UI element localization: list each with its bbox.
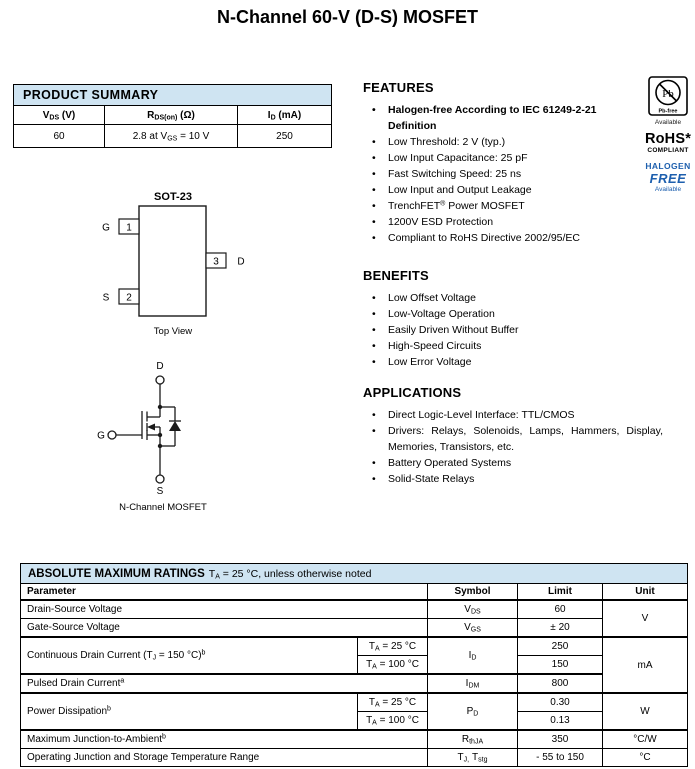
product-summary-value-row	[14, 125, 332, 148]
condition-cell: $T_A = 25$ °C	[358, 637, 428, 656]
gate-terminal-circle	[108, 431, 116, 439]
col-header-id: $I_D$ (mA)	[238, 106, 332, 125]
param-cell: Drain-Source Voltage	[21, 600, 428, 619]
product-summary-header-row	[14, 106, 332, 125]
table-row	[21, 693, 688, 712]
table-row	[21, 600, 688, 619]
value-rds: 2.8 at $V_{GS} = 10$ V	[105, 125, 238, 148]
table-row	[21, 619, 688, 638]
list-item: • High-Speed Circuits	[363, 338, 633, 354]
list-item: • Easily Driven Without Buffer	[363, 322, 633, 338]
features-section	[363, 80, 633, 246]
limit-cell: 150	[518, 656, 603, 675]
junction-dot	[158, 433, 162, 437]
body-diode	[169, 421, 181, 431]
param-cell: Gate-Source Voltage	[21, 619, 428, 638]
col-header-unit: Unit	[603, 584, 688, 601]
table-row	[21, 749, 688, 767]
list-item: • Battery Operated Systems	[363, 455, 663, 471]
param-cell: Maximum Junction-to-Ambient$^b$	[21, 730, 428, 749]
package-body	[139, 206, 206, 316]
symbol-cell: $I_{DM}$	[428, 674, 518, 693]
symbol-cell: $P_D$	[428, 693, 518, 730]
pb-free-icon	[648, 76, 688, 116]
limit-cell: 60	[518, 600, 603, 619]
pin-1-number: 1	[126, 222, 132, 234]
symbol-cell: $R_{thJA}$	[428, 730, 518, 749]
applications-section	[363, 385, 663, 487]
condition-cell: $T_A = 25$ °C	[358, 693, 428, 712]
limit-cell: 350	[518, 730, 603, 749]
pin-2-label: S	[102, 292, 110, 304]
body-arrow	[147, 424, 155, 431]
top-view-caption: Top View	[153, 326, 193, 337]
list-item: • Low-Voltage Operation	[363, 306, 633, 322]
col-header-rds: $R_{DS(on)}$ (Ω)	[105, 106, 238, 125]
unit-cell: W	[603, 693, 688, 730]
junction-dot	[158, 405, 162, 409]
limit-cell: 800	[518, 674, 603, 693]
abs-max-ratings-table	[20, 563, 688, 767]
param-cell: Continuous Drain Current ($T_J = 150$ °C)$^b$	[21, 637, 358, 674]
pb-free-availability: Available	[654, 119, 682, 126]
param-cell: Power Dissipation$^b$	[21, 693, 358, 730]
unit-cell: °C	[603, 749, 688, 767]
col-header-vds: $V_{DS}$ (V)	[14, 106, 105, 125]
package-diagram-sot23	[95, 186, 260, 342]
list-item: • 1200V ESD Protection	[363, 214, 633, 230]
gate-label: G	[97, 430, 105, 442]
list-item: • Solid-State Relays	[363, 471, 663, 487]
list-item: • Low Input Capacitance: 25 pF	[363, 150, 633, 166]
svg-text:Pb-free: Pb-free	[658, 108, 678, 115]
table-row	[21, 674, 688, 693]
junction-dot	[158, 444, 162, 448]
param-cell: Operating Junction and Storage Temperature Range	[21, 749, 428, 767]
list-item: • Low Error Voltage	[363, 354, 633, 370]
limit-cell: 0.30	[518, 693, 603, 712]
mosfet-symbol-fills	[147, 405, 181, 448]
mosfet-caption: N-Channel MOSFET	[119, 502, 207, 513]
list-item: • TrenchFET® Power MOSFET	[363, 198, 633, 214]
drain-label: D	[156, 361, 164, 372]
benefits-list	[363, 290, 633, 370]
mosfet-symbol-diagram	[95, 353, 260, 515]
symbol-cell: $V_{GS}$	[428, 619, 518, 638]
svg-text:Pb: Pb	[662, 88, 674, 100]
symbol-cell: $T_{J,}$ $T_{stg}$	[428, 749, 518, 767]
condition-cell: $T_A = 100$ °C	[358, 712, 428, 731]
value-id: 250	[238, 125, 332, 148]
limit-cell: - 55 to 150	[518, 749, 603, 767]
benefits-section	[363, 268, 633, 370]
applications-heading: APPLICATIONS	[363, 385, 462, 400]
limit-cell: 250	[518, 637, 603, 656]
limit-cell: 0.13	[518, 712, 603, 731]
symbol-cell: $V_{DS}$	[428, 600, 518, 619]
value-vds: 60	[14, 125, 105, 148]
param-cell: Pulsed Drain Current$^a$	[21, 674, 428, 693]
rohs-badge: RoHS*	[644, 131, 692, 147]
unit-cell: V	[603, 600, 688, 637]
features-list	[363, 102, 633, 246]
col-header-symbol: Symbol	[428, 584, 518, 601]
drain-terminal-circle	[156, 376, 164, 384]
source-label: S	[156, 486, 164, 497]
pin-3-number: 3	[213, 256, 219, 268]
pin-1-label: G	[102, 222, 110, 234]
benefits-heading: BENEFITS	[363, 268, 429, 283]
page-title: N-Channel 60-V (D-S) MOSFET	[216, 7, 478, 27]
table-row	[21, 637, 688, 656]
applications-list	[363, 407, 663, 487]
halogen-availability: Available	[654, 186, 682, 193]
compliance-badges	[636, 76, 695, 193]
source-terminal-circle	[156, 475, 164, 483]
rohs-compliant-label: COMPLIANT	[647, 147, 689, 154]
halogen-free-label: FREE	[649, 171, 687, 186]
col-header-parameter: Parameter	[21, 584, 428, 601]
product-summary-title: PRODUCT SUMMARY	[14, 85, 332, 106]
ratings-title-bar: ABSOLUTE MAXIMUM RATINGS $T_A = 25$ °C, unless otherwise noted	[21, 564, 688, 584]
list-item: • Halogen-free According to IEC 61249-2-21 Definition	[363, 102, 633, 134]
list-item: • Low Offset Voltage	[363, 290, 633, 306]
col-header-limit: Limit	[518, 584, 603, 601]
list-item: • Drivers: Relays, Solenoids, Lamps, Hammers, Display, Memories, Transistors, etc.	[363, 423, 663, 455]
ratings-header-row	[21, 584, 688, 601]
limit-cell: ± 20	[518, 619, 603, 638]
condition-cell: $T_A = 100$ °C	[358, 656, 428, 675]
product-summary-table	[13, 84, 332, 148]
unit-cell: mA	[603, 637, 688, 693]
list-item: • Direct Logic-Level Interface: TTL/CMOS	[363, 407, 663, 423]
package-name: SOT-23	[154, 191, 192, 203]
symbol-cell: $I_D$	[428, 637, 518, 674]
list-item: • Compliant to RoHS Directive 2002/95/EC	[363, 230, 633, 246]
pin-2-number: 2	[126, 292, 132, 304]
features-heading: FEATURES	[363, 80, 434, 95]
list-item: • Fast Switching Speed: 25 ns	[363, 166, 633, 182]
halogen-free-badge: HALOGEN	[645, 161, 691, 171]
list-item: • Low Input and Output Leakage	[363, 182, 633, 198]
list-item: • Low Threshold: 2 V (typ.)	[363, 134, 633, 150]
table-row	[21, 730, 688, 749]
pin-3-label: D	[237, 256, 245, 268]
unit-cell: °C/W	[603, 730, 688, 749]
